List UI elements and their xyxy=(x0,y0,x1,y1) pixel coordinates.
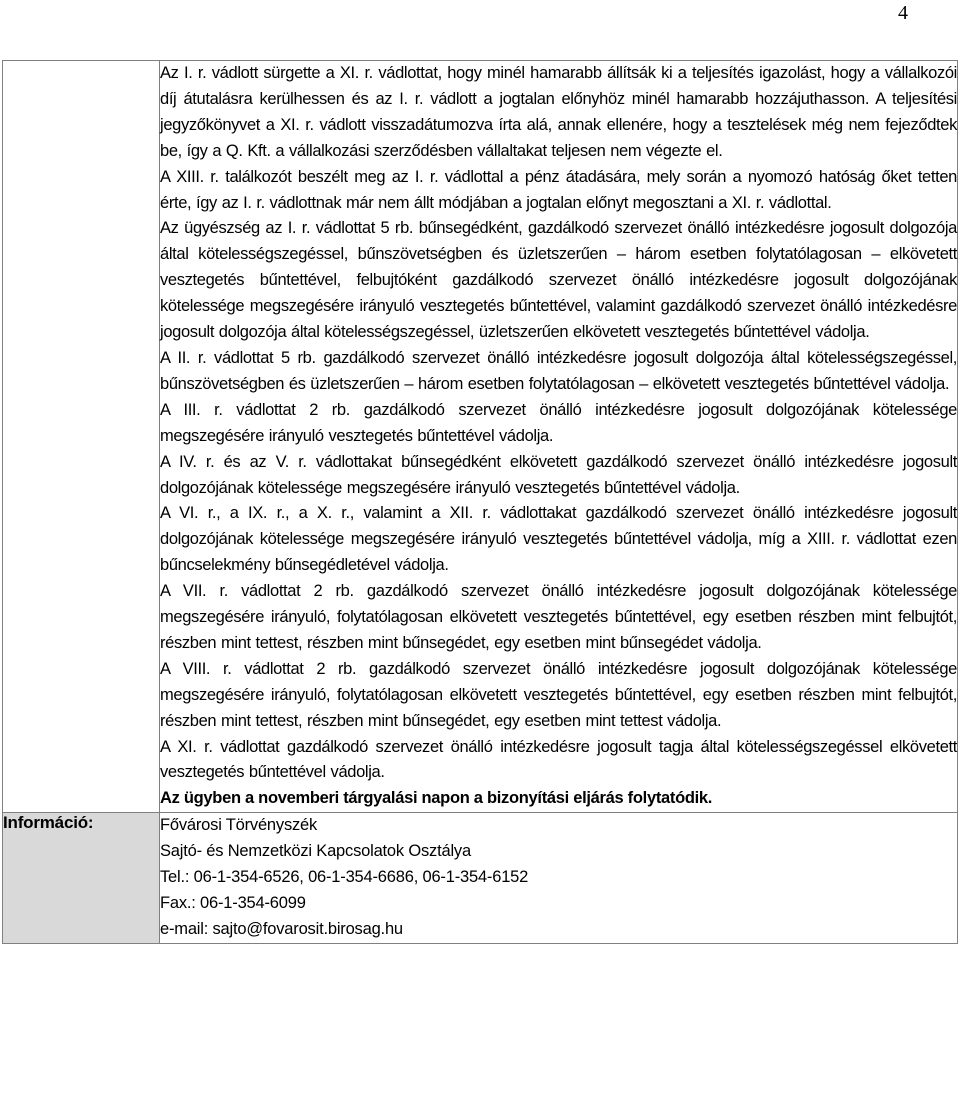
paragraph-5: A III. r. vádlottat 2 rb. gazdálkodó szervezet önálló intézkedésre jogosult dolgozójának kötelessége megszegésére irányuló vesztegetés bűntettével vádolja. xyxy=(160,400,957,445)
info-row xyxy=(3,813,958,944)
body-cell xyxy=(160,61,958,813)
info-cell xyxy=(160,813,958,944)
info-phone: Tel.: 06-1-354-6526, 06-1-354-6686, 06-1-354-6152 xyxy=(160,868,529,887)
paragraph-3: Az ügyészség az I. r. vádlottat 5 rb. bűnsegédként, gazdálkodó szervezet önálló intézkedésre jogosult dolgozója által kötelességszegéssel, bűnszövetségben és üzletszerűen – három esetben folytatólagosan – elkövetett vesztegetés bűntettével, felbujtóként gazdálkodó szervezet önálló intézkedésre jogosult dolgozójának kötelessége megszegésére irányuló vesztegetés bűntettével, valamint gazdálkodó szervezet önálló intézkedésre jogosult dolgozója által kötelességszegéssel, üzletszerűen elkövetett vesztegetés bűntettével vádolja. xyxy=(160,219,957,342)
paragraph-10: A XI. r. vádlottat gazdálkodó szervezet önálló intézkedésre jogosult tagja által kötelességszegéssel elkövetett vesztegetés bűntettével vádolja. xyxy=(160,737,957,782)
empty-left-cell xyxy=(3,61,160,813)
paragraph-6: A IV. r. és az V. r. vádlottakat bűnsegédként elkövetett gazdálkodó szervezet önálló intézkedésre jogosult dolgozójának kötelessége megszegésére irányuló vesztegetés bűntettével vádolja. xyxy=(160,452,957,497)
info-department: Sajtó- és Nemzetközi Kapcsolatok Osztálya xyxy=(160,842,471,861)
paragraph-7: A VI. r., a IX. r., a X. r., valamint a XII. r. vádlottakat gazdálkodó szervezet önálló intézkedésre jogosult dolgozójának kötelessége megszegésére irányuló vesztegetés bűntettével vádolja, míg a XIII. r. vádlottat ezen bűncselekmény bűnsegédletével vádolja. xyxy=(160,504,957,575)
closing-statement: Az ügyben a novemberi tárgyalási napon a bizonyítási eljárás folytatódik. xyxy=(160,789,713,808)
paragraph-4: A II. r. vádlottat 5 rb. gazdálkodó szervezet önálló intézkedésre jogosult dolgozója által kötelességszegéssel, bűnszövetségben és üzletszerűen – három esetben folytatólagosan – elkövetett vesztegetés bűntettével vádolja. xyxy=(160,348,957,393)
info-fax: Fax.: 06-1-354-6099 xyxy=(160,894,306,912)
paragraph-9: A VIII. r. vádlottat 2 rb. gazdálkodó szervezet önálló intézkedésre jogosult dolgozójának kötelessége megszegésére irányuló, folytatólagosan elkövetett vesztegetés bűntettével, egy esetben részben mint felbujtót, részben mint tettest, részben mint bűnsegédet, egy esetben mint tettest vádolja. xyxy=(160,659,957,730)
page-number: 4 xyxy=(898,2,908,24)
paragraph-1: Az I. r. vádlott sürgette a XI. r. vádlottat, hogy minél hamarabb állítsák ki a teljesítés igazolást, hogy a vállalkozói díj átutalásra kerülhessen és az I. r. vádlott a jogtalan előnyhöz minél hamarabb hozzájuthasson. A teljesítési jegyzőkönyvet a XI. r. vádlott visszadátumozva írta alá, annak ellenére, hogy a tesztelések még nem fejeződtek be, így a Q. Kft. a vállalkozási szerződésben vállaltakat teljesen nem végezte el. xyxy=(160,64,957,160)
body-row xyxy=(3,61,958,813)
info-court-name: Fővárosi Törvényszék xyxy=(160,816,318,835)
info-email: e-mail: sajto@fovarosit.birosag.hu xyxy=(160,919,403,938)
info-label: Információ: xyxy=(3,813,160,944)
paragraph-2: A XIII. r. találkozót beszélt meg az I. r. vádlottal a pénz átadására, mely során a nyomozó hatóság őket tetten érte, így az I. r. vádlottnak már nem állt módjában a jogtalan előnyt megosztani a XI. r. vádlottal. xyxy=(160,167,957,212)
paragraph-8: A VII. r. vádlottat 2 rb. gazdálkodó szervezet önálló intézkedésre jogosult dolgozójának kötelessége megszegésére irányuló, folytatólagosan elkövetett vesztegetés bűntettével, egy esetben részben mint felbujtót, részben mint tettest, részben mint bűnsegédet, egy esetben mint bűnsegédet vádolja. xyxy=(160,582,957,652)
document-table xyxy=(2,60,958,944)
